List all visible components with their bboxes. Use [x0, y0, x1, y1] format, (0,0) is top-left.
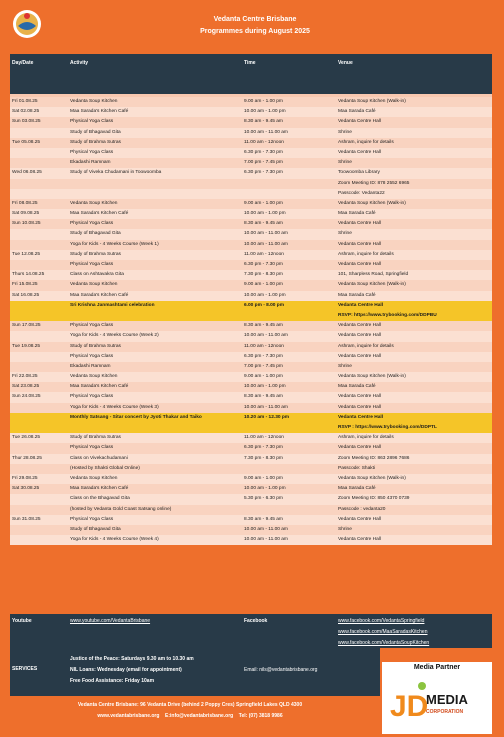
table-row — [10, 494, 492, 504]
row-venue: Vedanta Centre Hall — [338, 302, 384, 308]
footer-address: Vedanta Centre Brisbane: 96 Vedanta Drive (behind 2 Poppy Cres) Springfield Lakes QLD 4300 — [77, 702, 303, 708]
row-day: Sat 02.08.25 — [12, 109, 40, 115]
row-day: Sun 31.08.25 — [12, 516, 41, 522]
row-day: Sun 10.08.25 — [12, 221, 41, 227]
row-venue: Vedanta Centre Hall — [338, 445, 381, 451]
row-day: Fri 08.08.25 — [12, 200, 38, 206]
row-activity: Physical Yoga Class — [70, 353, 114, 359]
table-row — [10, 372, 492, 382]
row-time: 9.00 am - 1.00 pm — [244, 200, 283, 206]
services-jp: Justice of the Peace: Saturdays 9.30 am to 10.30 am — [70, 656, 194, 662]
row-time: 6.00 pm - 8.00 pm — [244, 302, 284, 308]
row-time: 11.00 am - 12noon — [244, 251, 284, 257]
page-title — [140, 14, 370, 38]
row-venue: Toowoomba Library — [338, 170, 380, 176]
row-time: 10.00 am - 11.00 am — [244, 231, 288, 237]
row-activity: Yoga for Kids - 4 Weeks Course (Week 4) — [70, 537, 159, 543]
row-time: 9.00 am - 1.00 pm — [244, 374, 283, 380]
row-time: 10.00 am - 11.00 am — [244, 129, 288, 135]
row-time: 10.00 am - 1.00 pm — [244, 292, 286, 298]
row-activity: Vedanta Soup Kitchen — [70, 374, 118, 380]
table-row — [10, 484, 492, 494]
row-venue: Vedanta Soup Kitchen (Walk-in) — [338, 99, 406, 104]
table-row — [10, 454, 492, 464]
row-venue: Shrine — [338, 129, 352, 135]
row-activity: Physical Yoga Class — [70, 445, 114, 451]
row-activity: Yoga for Kids - 4 Weeks Course (Week 3) — [70, 404, 159, 410]
table-row — [10, 382, 492, 392]
row-activity: Vedanta Soup Kitchen — [70, 99, 118, 104]
row-activity: Vedanta Soup Kitchen — [70, 475, 118, 481]
row-activity: Study of Bhagavad Gita — [70, 231, 121, 237]
row-venue: Vedanta Soup Kitchen (Walk-in) — [338, 374, 406, 380]
row-time: 6.30 pm - 7.30 pm — [244, 262, 283, 267]
row-time: 7.00 pm - 7.45 pm — [244, 160, 283, 166]
row-time: 11.00 am - 12noon — [244, 139, 284, 145]
row-day: Sun 17.08.25 — [12, 323, 41, 329]
row-venue: Vedanta Soup Kitchen (Walk-in) — [338, 282, 406, 288]
row-venue: Shrine — [338, 526, 352, 532]
row-venue: Zoom Meeting ID: 863 2896 7686 — [338, 455, 410, 461]
table-row — [10, 97, 492, 107]
header-venue: Venue — [338, 60, 353, 66]
vedanta-logo-icon — [12, 6, 42, 42]
row-day: Fri 22.08.25 — [12, 374, 38, 380]
table-row — [10, 219, 492, 229]
row-venue: Vedanta Centre Hall — [338, 323, 381, 329]
table-row — [10, 280, 492, 290]
row-time: 9.00 am - 1.00 pm — [244, 99, 283, 104]
media-partner-title: Media Partner — [413, 664, 461, 671]
row-time: 10.20 am - 12.30 pm — [244, 414, 290, 420]
header-day: Day/Date — [12, 60, 34, 66]
media-sub: CORPORATION — [426, 709, 464, 715]
row-day: Wed 06.08.25 — [12, 170, 42, 176]
row-day: Tue 12.08.25 — [12, 251, 41, 257]
table-header — [10, 54, 492, 94]
row-activity: Yoga for Kids - 4 Weeks Course (Week 1) — [70, 241, 159, 247]
table-row — [10, 209, 492, 219]
table-row — [10, 515, 492, 525]
table-row — [10, 321, 492, 331]
row-venue: Ashram, inquire for details — [338, 139, 394, 145]
header-time: Time — [244, 60, 256, 66]
row-venue: Passcode: Vedanta22 — [338, 190, 385, 196]
row-time: 8.30 am - 9.45 am — [244, 221, 283, 227]
row-day: Sat 09.08.25 — [12, 211, 40, 217]
row-day: Sun 03.08.25 — [12, 119, 41, 125]
table-row — [10, 128, 492, 138]
table-row — [10, 403, 492, 413]
row-day: Tue 05.08.25 — [12, 139, 41, 145]
row-day: Tue 19.08.25 — [12, 343, 41, 349]
title-line1: Vedanta Centre Brisbane — [213, 16, 297, 23]
table-row — [10, 413, 492, 423]
row-venue: Shrine — [338, 363, 352, 369]
row-activity: Study of Brahma Sutras — [70, 435, 121, 441]
footer-email[interactable]: E:info@vedantabrisbane.org — [165, 713, 234, 719]
facebook-link-springfield[interactable]: www.facebook.com/VedantaSpringfield — [338, 618, 425, 624]
row-time: 11.00 am - 12noon — [244, 435, 284, 441]
row-venue: Vedanta Centre Hall — [338, 537, 381, 543]
row-time: 10.00 am - 11.00 am — [244, 537, 288, 543]
youtube-link[interactable]: www.youtube.com/VedantaBrisbane — [70, 618, 151, 624]
table-row — [10, 158, 492, 168]
row-time: 10.00 am - 1.00 pm — [244, 109, 286, 115]
row-activity: Study of Brahma Sutras — [70, 139, 121, 145]
row-venue: Passcode : vedanta20 — [338, 506, 386, 512]
row-time: 10.00 am - 1.00 pm — [244, 486, 286, 492]
row-day: Thurs 14.08.25 — [12, 272, 45, 278]
media-name: MEDIA — [426, 692, 468, 707]
row-activity: Yoga for Kids - 4 Weeks Course (Week 2) — [70, 333, 159, 339]
row-venue: Vedanta Centre Hall — [338, 414, 384, 420]
table-row — [10, 117, 492, 127]
row-venue: Maa Sarada Café — [338, 384, 376, 390]
row-time: 6.30 pm - 7.30 pm — [244, 170, 283, 176]
row-venue: Maa Sarada Café — [338, 109, 376, 115]
row-venue: Maa Sarada Café — [338, 486, 376, 492]
header-activity: Activity — [70, 60, 89, 66]
row-activity: Maa Sarada's Kitchen Café — [70, 109, 129, 115]
row-venue: Ashram, inquire for details — [338, 343, 394, 349]
row-time: 7.00 pm - 7.45 pm — [244, 363, 283, 369]
row-time: 8.30 am - 9.45 am — [244, 119, 283, 125]
row-venue: Ashram, inquire for details — [338, 435, 394, 441]
services-email[interactable]: Email: nils@vedantabrisbane.org — [244, 667, 318, 673]
row-activity: Maa Sarada's Kitchen Café — [70, 292, 129, 298]
row-time: 6.30 pm - 7.30 pm — [244, 353, 283, 359]
row-activity: Study of Brahma Sutras — [70, 251, 121, 257]
row-activity: Vedanta Soup Kitchen — [70, 200, 118, 206]
row-venue: Vedanta Centre Hall — [338, 516, 381, 522]
table-row — [10, 199, 492, 209]
row-venue: Zoom Meeting ID: 850 4370 0739 — [338, 496, 410, 502]
row-activity: Ekadashi Ramnam — [70, 160, 111, 166]
row-activity: Vedanta Soup Kitchen — [70, 282, 118, 288]
title-line2: Programmes during August 2025 — [200, 28, 310, 35]
row-activity: Study of Bhagavad Gita — [70, 129, 121, 135]
table-row — [10, 250, 492, 260]
svg-text:JD: JD — [390, 690, 428, 723]
row-activity: (Hosted by Shakti Global Online) — [70, 465, 140, 471]
row-time: 8.30 am - 9.45 am — [244, 394, 283, 400]
media-logo-icon — [388, 676, 428, 728]
row-time: 5.30 pm - 6.30 pm — [244, 496, 283, 502]
row-time: 11.00 am - 12noon — [244, 343, 284, 349]
table-row — [10, 331, 492, 341]
schedule-table — [10, 54, 492, 614]
table-body — [10, 97, 492, 545]
row-venue: Vedanta Centre Hall — [338, 333, 381, 339]
row-day: Sat 16.08.25 — [12, 292, 40, 298]
row-activity: Maa Sarada's Kitchen Café — [70, 486, 129, 492]
row-venue: Vedanta Centre Hall — [338, 149, 381, 155]
row-day: Sun 24.08.25 — [12, 394, 41, 400]
row-time: 8.30 am - 9.45 am — [244, 516, 283, 522]
table-row — [10, 535, 492, 545]
row-day: Fri 29.08.25 — [12, 475, 38, 481]
table-row — [10, 179, 492, 189]
table-row — [10, 423, 492, 433]
row-time: 10.00 am - 11.00 am — [244, 333, 288, 339]
row-venue: RSVP: https://www.trybooking.com/DDPBU — [338, 312, 437, 318]
media-partner — [382, 662, 492, 734]
footer — [0, 700, 380, 722]
table-row — [10, 352, 492, 362]
row-activity: Sri Krishna Janmashtami celebration — [70, 302, 155, 308]
row-activity: Maa Sarada's Kitchen Café — [70, 384, 129, 390]
row-activity: Maa Sarada's Kitchen Café — [70, 211, 129, 217]
table-row — [10, 148, 492, 158]
row-day: Fri 01.08.25 — [12, 99, 38, 104]
footer-web[interactable]: www.vedantabrisbane.org — [97, 713, 160, 719]
table-row — [10, 342, 492, 352]
youtube-label: Youtube — [12, 618, 32, 624]
table-row — [10, 260, 492, 270]
row-time: 10.00 am - 1.00 pm — [244, 384, 286, 390]
row-time: 10.00 am - 11.00 am — [244, 241, 288, 247]
table-row — [10, 474, 492, 484]
table-row — [10, 464, 492, 474]
row-activity: Physical Yoga Class — [70, 323, 114, 329]
table-row — [10, 138, 492, 148]
row-time: 7.30 pm - 8.30 pm — [244, 272, 283, 278]
footer-contacts — [0, 711, 380, 722]
services-panel — [10, 648, 380, 696]
row-time: 10.00 am - 11.00 am — [244, 526, 288, 532]
row-time: 6.30 pm - 7.30 pm — [244, 149, 283, 155]
table-row — [10, 291, 492, 301]
row-time: 6.30 pm - 7.30 pm — [244, 445, 283, 451]
row-venue: Vedanta Soup Kitchen (Walk-in) — [338, 475, 406, 481]
row-venue: Vedanta Soup Kitchen (Walk-in) — [338, 200, 406, 206]
row-venue: Vedanta Centre Hall — [338, 404, 381, 410]
row-activity: Class on the Bhagavad Gita — [70, 496, 130, 502]
row-time: 7.30 pm - 8.30 pm — [244, 455, 283, 461]
row-activity: Study of Viveka Chudamani in Toowoomba — [70, 170, 162, 176]
row-day: Tue 26.08.25 — [12, 435, 41, 441]
row-day: Sat 23.08.25 — [12, 384, 40, 390]
row-activity: Physical Yoga Class — [70, 221, 114, 227]
row-venue: Vedanta Centre Hall — [338, 262, 381, 267]
row-venue: Shrine — [338, 231, 352, 237]
row-time: 9.00 am - 1.00 pm — [244, 475, 283, 481]
row-venue: Shrine — [338, 160, 352, 166]
row-venue: Vedanta Centre Hall — [338, 241, 381, 247]
header — [0, 0, 504, 52]
row-time: 9.00 am - 1.00 pm — [244, 282, 283, 288]
services-food: Free Food Assistance: Friday 10am — [70, 678, 155, 684]
row-venue: Vedanta Centre Hall — [338, 394, 381, 400]
row-activity: Class on Vivekachudamani — [70, 455, 128, 461]
row-venue: Vedanta Centre Hall — [338, 221, 381, 227]
facebook-label: Facebook — [244, 618, 268, 624]
row-day: Sat 30.08.25 — [12, 486, 40, 492]
row-time: 10.00 am - 11.00 am — [244, 404, 288, 410]
table-row — [10, 433, 492, 443]
table-row — [10, 240, 492, 250]
row-venue: RSVP : https://www.trybooking.com/DDPTL — [338, 425, 437, 430]
row-activity: Physical Yoga Class — [70, 119, 114, 125]
row-venue: Ashram, inquire for details — [338, 251, 394, 257]
table-row — [10, 270, 492, 280]
facebook-link-kitchen[interactable]: www.facebook.com/MaaSaradasKitchen — [338, 629, 428, 635]
social-links — [10, 614, 492, 648]
row-activity: Ekadashi Ramnam — [70, 363, 111, 369]
row-day: Thur 28.08.25 — [12, 455, 42, 461]
table-row — [10, 505, 492, 515]
services-label: SERVICES — [12, 666, 38, 672]
footer-tel: Tel: (07) 3818 9986 — [238, 713, 283, 719]
row-activity: Monthly Satsang - Sitar concert by Jyoti Thakar and Taiko — [70, 414, 202, 420]
table-row — [10, 168, 492, 178]
row-activity: (hosted by Vedanta Gold Coast Satsang online) — [70, 506, 172, 512]
row-venue: Vedanta Centre Hall — [338, 119, 381, 125]
row-venue: Maa Sarada Café — [338, 292, 376, 298]
row-activity: Physical Yoga Class — [70, 394, 114, 400]
row-activity: Physical Yoga Class — [70, 149, 114, 155]
row-venue: Passcode: Shakti — [338, 465, 376, 471]
row-venue: 101, Sharpless Road, Springfield — [338, 272, 409, 278]
table-row — [10, 525, 492, 535]
row-venue: Vedanta Centre Hall — [338, 353, 381, 359]
table-row — [10, 362, 492, 372]
row-time: 10.00 am - 1.00 pm — [244, 211, 286, 217]
table-row — [10, 189, 492, 199]
row-activity: Physical Yoga Class — [70, 516, 114, 522]
facebook-link-soup[interactable]: www.facebook.com/VedantaSoupKitchen — [338, 640, 430, 646]
row-activity: Physical Yoga Class — [70, 262, 114, 267]
table-row — [10, 311, 492, 321]
table-row — [10, 443, 492, 453]
services-nil: NIL Loans: Wednesday (email for appointment) — [70, 667, 182, 673]
row-day: Fri 15.08.25 — [12, 282, 38, 288]
table-row — [10, 107, 492, 117]
row-time: 8.30 am - 9.45 am — [244, 323, 283, 329]
row-venue: Maa Sarada Café — [338, 211, 376, 217]
table-row — [10, 301, 492, 311]
table-row — [10, 392, 492, 402]
row-activity: Class on Ashtavakra Gita — [70, 272, 124, 278]
row-venue: Zoom Meeting ID: 878 2552 6965 — [338, 180, 410, 186]
table-row — [10, 229, 492, 239]
row-activity: Study of Bhagavad Gita — [70, 526, 121, 532]
row-activity: Study of Brahma Sutras — [70, 343, 121, 349]
